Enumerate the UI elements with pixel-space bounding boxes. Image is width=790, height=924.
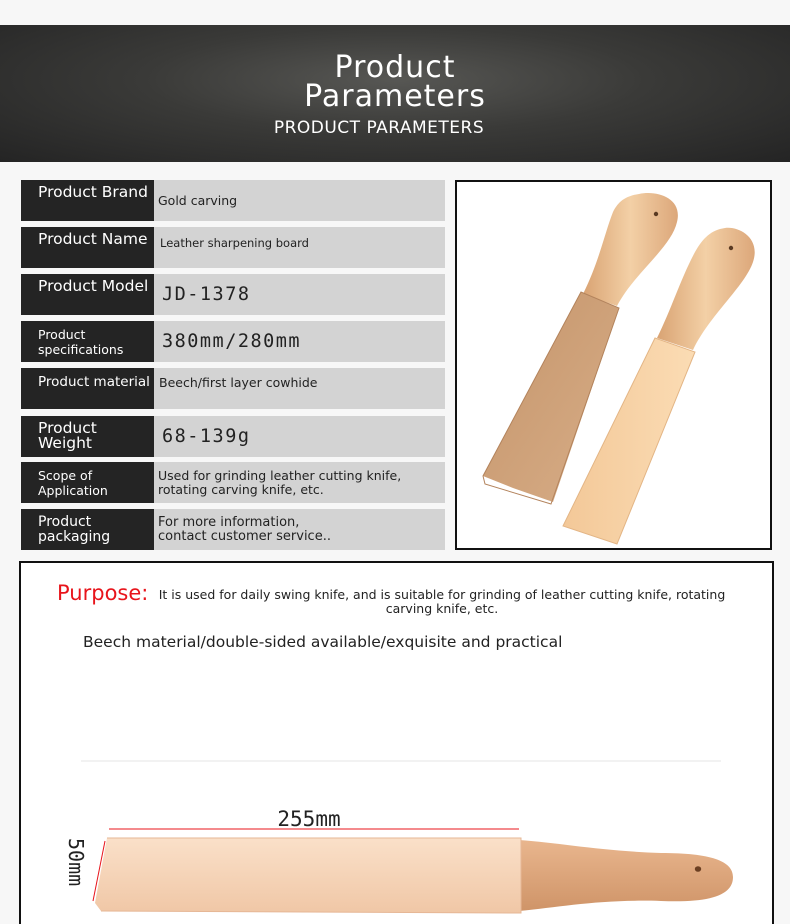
spec-label: Product Model	[21, 274, 154, 315]
spec-value: JD-1378	[154, 274, 445, 315]
spec-row-scope	[21, 462, 445, 503]
purpose-subtitle: Beech material/double-sided available/exquisite and practical	[83, 633, 563, 651]
product-photo	[455, 180, 772, 550]
top-strip	[0, 0, 790, 25]
strop-dimension-diagram	[21, 743, 774, 924]
spec-row-model	[21, 274, 445, 315]
banner-title-line1: Product	[334, 50, 456, 85]
purpose-section	[19, 561, 774, 924]
spec-value: Beech/first layer cowhide	[154, 368, 445, 409]
spec-value: 68-139g	[154, 416, 445, 457]
spec-label: Product Weight	[21, 416, 154, 457]
spec-label: Scope of Application	[21, 462, 154, 503]
banner-subtitle: PRODUCT PARAMETERS	[273, 118, 485, 138]
parameters-banner	[0, 25, 790, 162]
spec-value: 380mm/280mm	[154, 321, 445, 362]
spec-value: Gold carving	[154, 180, 274, 221]
spec-value: Leather sharpening board	[154, 227, 445, 268]
spec-label: Product Brand	[21, 180, 154, 221]
leather-strop-boards-image	[457, 182, 770, 548]
spec-label: Product Name	[21, 227, 154, 268]
banner-title-line2: Parameters	[304, 79, 486, 114]
spec-row-material	[21, 368, 445, 409]
width-label: 50mm	[64, 838, 88, 887]
spec-row-weight	[21, 416, 445, 457]
spec-row-brand	[21, 180, 445, 221]
purpose-text: It is used for daily swing knife, and is suitable for grinding of leather cutting knife, rotating carving knife, etc.	[158, 587, 726, 616]
spec-label: Product packaging	[21, 509, 154, 550]
purpose-title: Purpose:	[57, 581, 149, 605]
spec-value: Used for grinding leather cutting knife, rotating carving knife, etc.	[154, 462, 445, 503]
spec-row-specifications	[21, 321, 445, 362]
spec-value: For more information, contact customer service..	[154, 509, 445, 550]
spec-label: Product specifications	[21, 321, 154, 362]
length-label: 255mm	[277, 807, 341, 831]
spec-row-name	[21, 227, 445, 268]
spec-row-packaging	[21, 509, 445, 550]
spec-label: Product material	[21, 368, 154, 409]
